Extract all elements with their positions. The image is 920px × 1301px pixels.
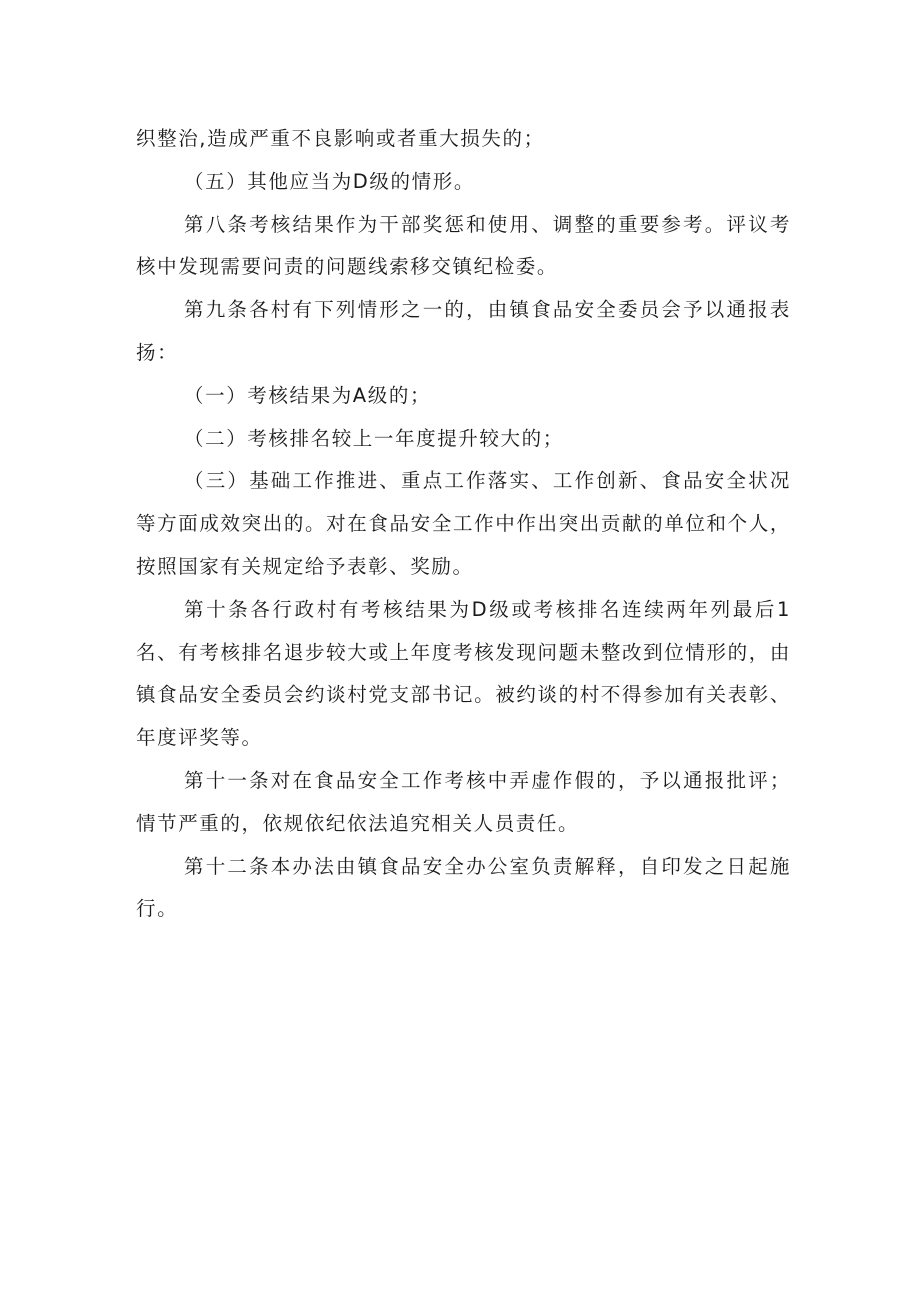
paragraph-item-5: （五）其他应当为D级的情形。	[184, 169, 475, 193]
paragraph-article-9-item-1: （一）考核结果为A级的；	[184, 383, 432, 407]
paragraph-article-8: 第八条考核结果作为干部奖惩和使用、调整的重要参考。评议考核中发现需要问责的问题线索移交镇纪检委。	[136, 212, 791, 279]
document-body	[136, 118, 791, 931]
paragraph-article-10: 第十条各行政村有考核结果为D级或考核排名连续两年列最后1名、有考核排名退步较大或上年度考核发现问题未整改到位情形的，由镇食品安全委员会约谈村党支部书记。被约谈的村不得参加有关表彰、年度评奖等。	[136, 597, 791, 750]
paragraph-continuation: 织整治,造成严重不良影响或者重大损失的；	[136, 127, 545, 150]
paragraph-article-11: 第十一条对在食品安全工作考核中弄虚作假的，予以通报批评；情节严重的，依规依纪依法追究相关人员责任。	[136, 768, 791, 835]
paragraph-article-9-item-3: （三）基础工作推进、重点工作落实、工作创新、食品安全状况等方面成效突出的。对在食品安全工作中作出突出贡献的单位和个人，按照国家有关规定给予表彰、奖励。	[136, 469, 791, 578]
paragraph-article-9-item-2: （二）考核排名较上一年度提升较大的；	[184, 426, 564, 450]
paragraph-article-9: 第九条各村有下列情形之一的，由镇食品安全委员会予以通报表扬：	[136, 298, 791, 364]
paragraph-article-12: 第十二条本办法由镇食品安全办公室负责解释，自印发之日起施行。	[136, 854, 791, 921]
